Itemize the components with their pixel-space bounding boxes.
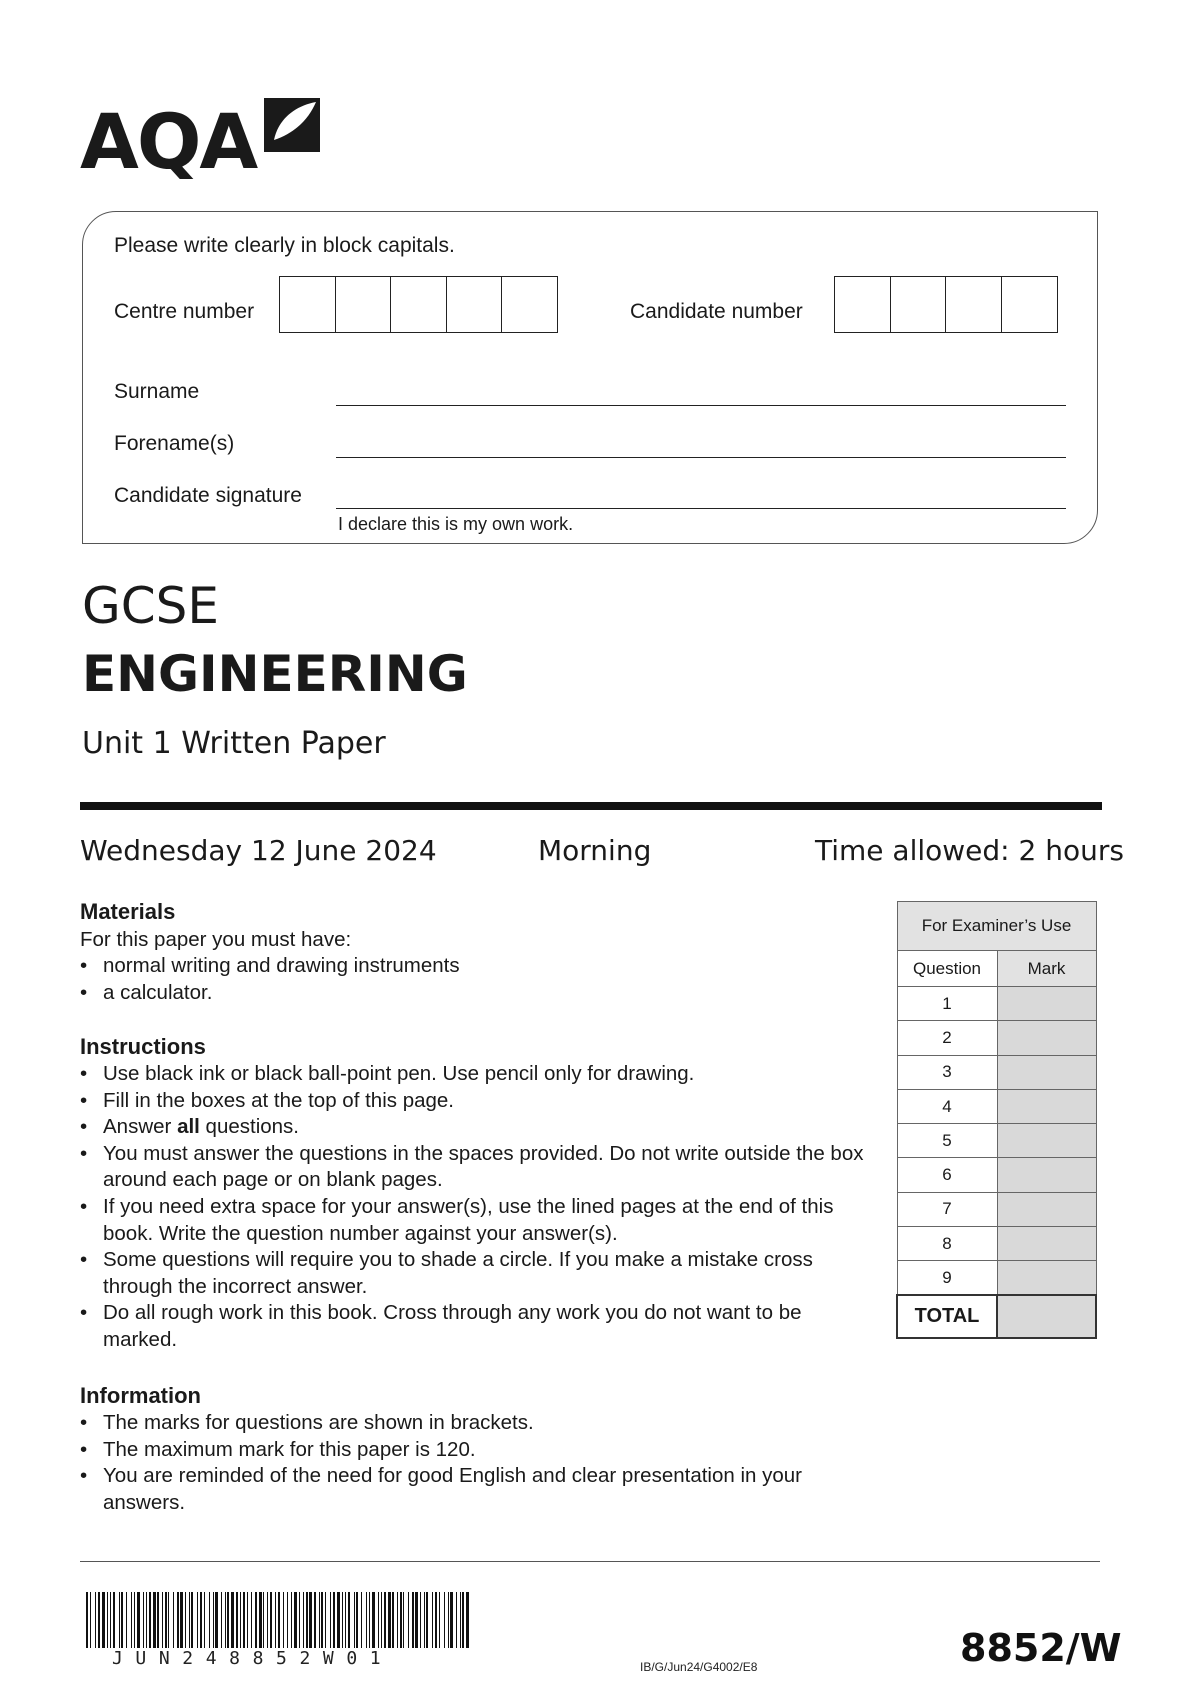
information-heading: Information (80, 1383, 201, 1408)
centre-number-label: Centre number (114, 300, 255, 323)
question-number: 2 (897, 1021, 997, 1055)
time-allowed: Time allowed: 2 hours (815, 834, 1124, 867)
centre-digit-box[interactable] (279, 276, 336, 333)
forenames-field[interactable] (336, 457, 1066, 458)
centre-digit-box[interactable] (501, 276, 558, 333)
instruction-text: Answer (103, 1115, 178, 1139)
list-item: • Some questions will require you to shade a circle. If you make a mistake cross through the incorrect answer. (80, 1247, 880, 1300)
question-number: 3 (897, 1055, 997, 1089)
materials-list (80, 953, 880, 1006)
question-number: 4 (897, 1089, 997, 1123)
mark-cell (997, 1055, 1096, 1089)
surname-label: Surname (114, 380, 200, 403)
mark-cell (997, 1158, 1096, 1192)
list-item: • a calculator. (80, 980, 880, 1007)
mark-cell (997, 1089, 1096, 1123)
instruction-text: questions. (199, 1115, 300, 1139)
candidate-number-label: Candidate number (630, 300, 803, 323)
aqa-leaf-icon (260, 92, 320, 152)
mark-cell (997, 1192, 1096, 1226)
candidate-digit-box[interactable] (834, 276, 891, 333)
table-row (897, 1192, 1096, 1226)
list-item: • The maximum mark for this paper is 120. (80, 1437, 880, 1464)
table-row (897, 1055, 1096, 1089)
instructions-list (80, 1061, 880, 1354)
question-number: 7 (897, 1192, 997, 1226)
forenames-label: Forename(s) (114, 432, 235, 455)
examiners-use-title: For Examiner’s Use (897, 902, 1096, 951)
materials-heading: Materials (80, 899, 176, 924)
list-item: • Fill in the boxes at the top of this page. (80, 1088, 880, 1115)
candidate-digit-box[interactable] (890, 276, 947, 333)
mark-cell (997, 1124, 1096, 1158)
mark-cell (997, 1021, 1096, 1055)
list-item: • Do all rough work in this book. Cross through any work you do not want to be marked. (80, 1300, 880, 1353)
barcode (86, 1592, 471, 1648)
list-item: • Use black ink or black ball-point pen. Use pencil only for drawing. (80, 1061, 880, 1088)
exam-session: Morning (538, 834, 652, 867)
candidate-number-boxes[interactable] (834, 276, 1058, 333)
list-item: • You are reminded of the need for good English and clear presentation in your answers. (80, 1463, 880, 1516)
question-column-header: Question (897, 951, 997, 987)
question-number: 8 (897, 1227, 997, 1261)
list-item: • You must answer the questions in the spaces provided. Do not write outside the box around each page or on blank pages. (80, 1141, 880, 1194)
declaration-text: I declare this is my own work. (338, 514, 574, 534)
list-item: • The marks for questions are shown in brackets. (80, 1410, 880, 1437)
unit-title: Unit 1 Written Paper (82, 726, 386, 761)
table-row (897, 1261, 1096, 1295)
surname-field[interactable] (336, 405, 1066, 406)
information-section (80, 1382, 880, 1516)
mark-cell (997, 1261, 1096, 1295)
materials-intro: For this paper you must have: (80, 928, 352, 951)
list-item: • If you need extra space for your answer(s), use the lined pages at the end of this book. Write the question number against your answer(s). (80, 1194, 880, 1247)
title-divider (80, 802, 1102, 810)
mark-column-header: Mark (997, 951, 1096, 987)
candidate-digit-box[interactable] (945, 276, 1002, 333)
table-row (897, 1021, 1096, 1055)
question-number: 6 (897, 1158, 997, 1192)
signature-label: Candidate signature (114, 484, 302, 507)
mark-cell (997, 987, 1096, 1021)
document-reference: IB/G/Jun24/G4002/E8 (640, 1660, 758, 1674)
paper-code: 8852/W (960, 1626, 1122, 1670)
centre-number-boxes[interactable] (279, 276, 558, 333)
subject-title: ENGINEERING (82, 645, 468, 703)
table-row (897, 1227, 1096, 1261)
total-mark-cell (997, 1295, 1096, 1338)
block-capitals-instruction: Please write clearly in block capitals. (114, 234, 455, 257)
centre-digit-box[interactable] (446, 276, 503, 333)
question-number: 5 (897, 1124, 997, 1158)
information-list (80, 1410, 880, 1516)
examiners-use-table (896, 901, 1097, 1339)
instruction-emphasis: all (177, 1115, 200, 1139)
total-row (897, 1295, 1096, 1338)
qualification-title: GCSE (82, 577, 219, 635)
list-item: • normal writing and drawing instruments (80, 953, 880, 980)
list-item (80, 1114, 880, 1141)
instructions-section (80, 1033, 880, 1354)
signature-field[interactable] (336, 508, 1066, 509)
instructions-heading: Instructions (80, 1034, 206, 1059)
table-row (897, 987, 1096, 1021)
table-row (897, 1124, 1096, 1158)
question-number: 9 (897, 1261, 997, 1295)
logo-text: AQA (80, 97, 257, 186)
exam-date: Wednesday 12 June 2024 (80, 834, 437, 867)
materials-section (80, 898, 880, 1006)
barcode-text: JUN248852W01 (112, 1648, 394, 1669)
mark-cell (997, 1227, 1096, 1261)
centre-digit-box[interactable] (390, 276, 447, 333)
footer-divider (80, 1561, 1100, 1562)
question-number: 1 (897, 987, 997, 1021)
total-label: TOTAL (897, 1295, 997, 1338)
table-row (897, 1158, 1096, 1192)
candidate-digit-box[interactable] (1001, 276, 1058, 333)
table-row (897, 1089, 1096, 1123)
aqa-logo (80, 92, 340, 188)
centre-digit-box[interactable] (335, 276, 392, 333)
